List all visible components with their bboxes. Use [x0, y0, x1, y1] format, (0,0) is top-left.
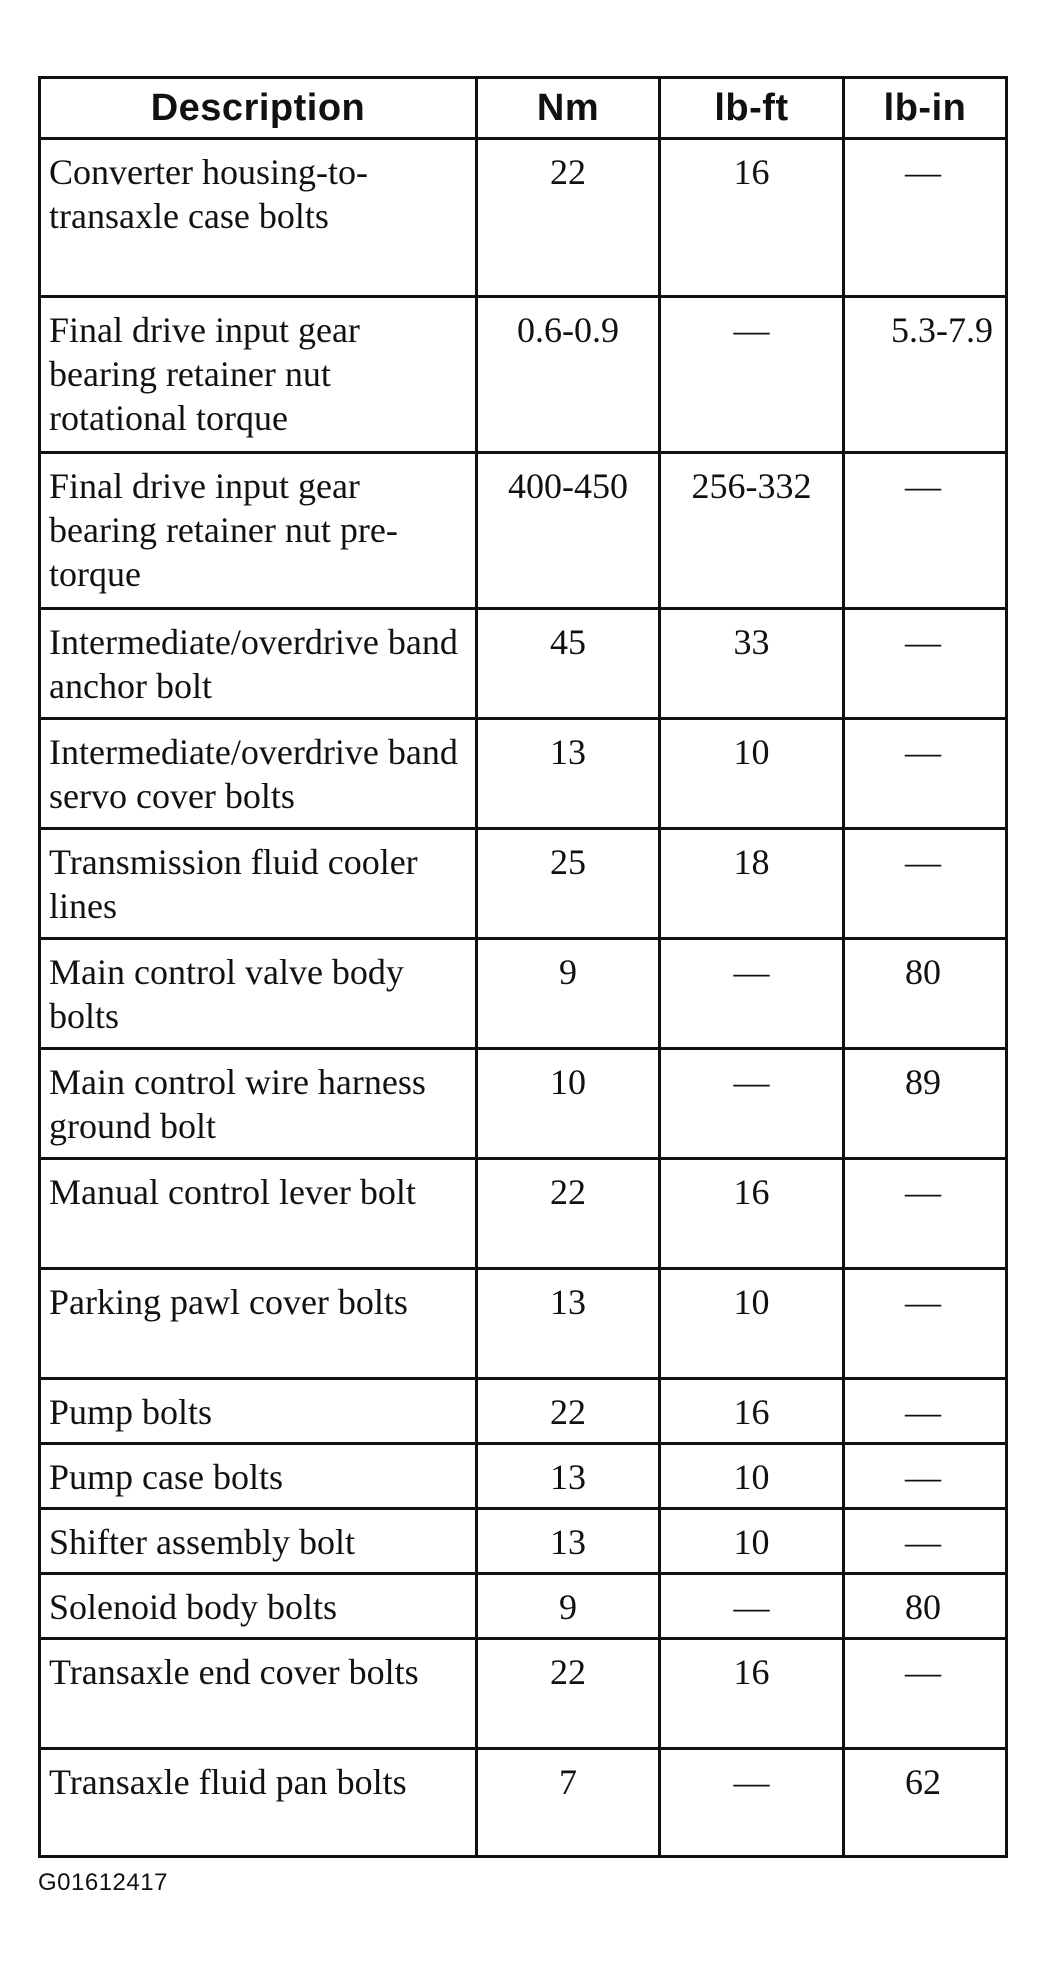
cell-lb-ft: 10 — [660, 1509, 844, 1574]
cell-nm: 400-450 — [477, 453, 660, 609]
table-row — [40, 1509, 1007, 1574]
cell-lb-in: — — [844, 1159, 1007, 1269]
cell-lb-ft: — — [660, 297, 844, 453]
table-header — [40, 78, 1007, 139]
table-row — [40, 1749, 1007, 1857]
table-row — [40, 939, 1007, 1049]
cell-nm: 22 — [477, 1159, 660, 1269]
table-body — [40, 139, 1007, 1857]
header-description: Description — [40, 78, 477, 139]
cell-nm: 13 — [477, 719, 660, 829]
cell-description: Final drive input gear bearing retainer nut pre-torque — [40, 453, 477, 609]
table-row — [40, 609, 1007, 719]
cell-lb-ft: 16 — [660, 1159, 844, 1269]
cell-lb-in: — — [844, 1444, 1007, 1509]
cell-nm: 13 — [477, 1509, 660, 1574]
cell-lb-in: — — [844, 609, 1007, 719]
cell-lb-ft: 16 — [660, 139, 844, 297]
cell-description: Transaxle end cover bolts — [40, 1639, 477, 1749]
cell-lb-ft: 10 — [660, 719, 844, 829]
table-row — [40, 719, 1007, 829]
header-lb-in: lb-in — [844, 78, 1007, 139]
cell-nm: 13 — [477, 1269, 660, 1379]
cell-lb-in: — — [844, 1269, 1007, 1379]
cell-lb-in: 80 — [844, 1574, 1007, 1639]
cell-lb-in: 62 — [844, 1749, 1007, 1857]
cell-nm: 13 — [477, 1444, 660, 1509]
cell-lb-in: — — [844, 139, 1007, 297]
cell-description: Manual control lever bolt — [40, 1159, 477, 1269]
cell-lb-in: 89 — [844, 1049, 1007, 1159]
cell-lb-ft: 16 — [660, 1639, 844, 1749]
figure-code: G01612417 — [38, 1869, 168, 1896]
cell-lb-ft: 33 — [660, 609, 844, 719]
cell-lb-in: — — [844, 719, 1007, 829]
cell-description: Intermediate/overdrive band servo cover bolts — [40, 719, 477, 829]
table-row — [40, 297, 1007, 453]
cell-nm: 22 — [477, 139, 660, 297]
cell-description: Intermediate/overdrive band anchor bolt — [40, 609, 477, 719]
table-row — [40, 1159, 1007, 1269]
cell-nm: 7 — [477, 1749, 660, 1857]
cell-lb-in: — — [844, 1379, 1007, 1444]
cell-lb-ft: 16 — [660, 1379, 844, 1444]
cell-description: Main control valve body bolts — [40, 939, 477, 1049]
cell-description: Transmission fluid cooler lines — [40, 829, 477, 939]
cell-lb-ft: 18 — [660, 829, 844, 939]
cell-nm: 22 — [477, 1379, 660, 1444]
table-row — [40, 1269, 1007, 1379]
cell-nm: 25 — [477, 829, 660, 939]
cell-description: Pump bolts — [40, 1379, 477, 1444]
table-row — [40, 829, 1007, 939]
header-row — [40, 78, 1007, 139]
cell-nm: 0.6-0.9 — [477, 297, 660, 453]
cell-lb-ft: 10 — [660, 1269, 844, 1379]
cell-description: Solenoid body bolts — [40, 1574, 477, 1639]
cell-lb-ft: — — [660, 1574, 844, 1639]
cell-description: Main control wire harness ground bolt — [40, 1049, 477, 1159]
table-row — [40, 453, 1007, 609]
cell-description: Transaxle fluid pan bolts — [40, 1749, 477, 1857]
cell-nm: 22 — [477, 1639, 660, 1749]
cell-lb-in: 5.3-7.9 — [844, 297, 1007, 453]
cell-description: Parking pawl cover bolts — [40, 1269, 477, 1379]
cell-lb-ft: 10 — [660, 1444, 844, 1509]
cell-description: Final drive input gear bearing retainer nut rotational torque — [40, 297, 477, 453]
header-nm: Nm — [477, 78, 660, 139]
cell-lb-in: — — [844, 453, 1007, 609]
cell-lb-ft: — — [660, 1049, 844, 1159]
cell-lb-ft: 256-332 — [660, 453, 844, 609]
table-row — [40, 139, 1007, 297]
cell-description: Converter housing-to-transaxle case bolts — [40, 139, 477, 297]
table-row — [40, 1379, 1007, 1444]
cell-nm: 10 — [477, 1049, 660, 1159]
table-row — [40, 1574, 1007, 1639]
cell-lb-in: — — [844, 1639, 1007, 1749]
cell-lb-in: — — [844, 1509, 1007, 1574]
cell-lb-ft: — — [660, 1749, 844, 1857]
cell-nm: 9 — [477, 939, 660, 1049]
torque-spec-table — [38, 76, 1008, 1858]
table-row — [40, 1049, 1007, 1159]
cell-nm: 9 — [477, 1574, 660, 1639]
header-lb-ft: lb-ft — [660, 78, 844, 139]
cell-nm: 45 — [477, 609, 660, 719]
cell-description: Pump case bolts — [40, 1444, 477, 1509]
cell-description: Shifter assembly bolt — [40, 1509, 477, 1574]
cell-lb-in: 80 — [844, 939, 1007, 1049]
cell-lb-in: — — [844, 829, 1007, 939]
table-row — [40, 1444, 1007, 1509]
table-row — [40, 1639, 1007, 1749]
cell-lb-ft: — — [660, 939, 844, 1049]
